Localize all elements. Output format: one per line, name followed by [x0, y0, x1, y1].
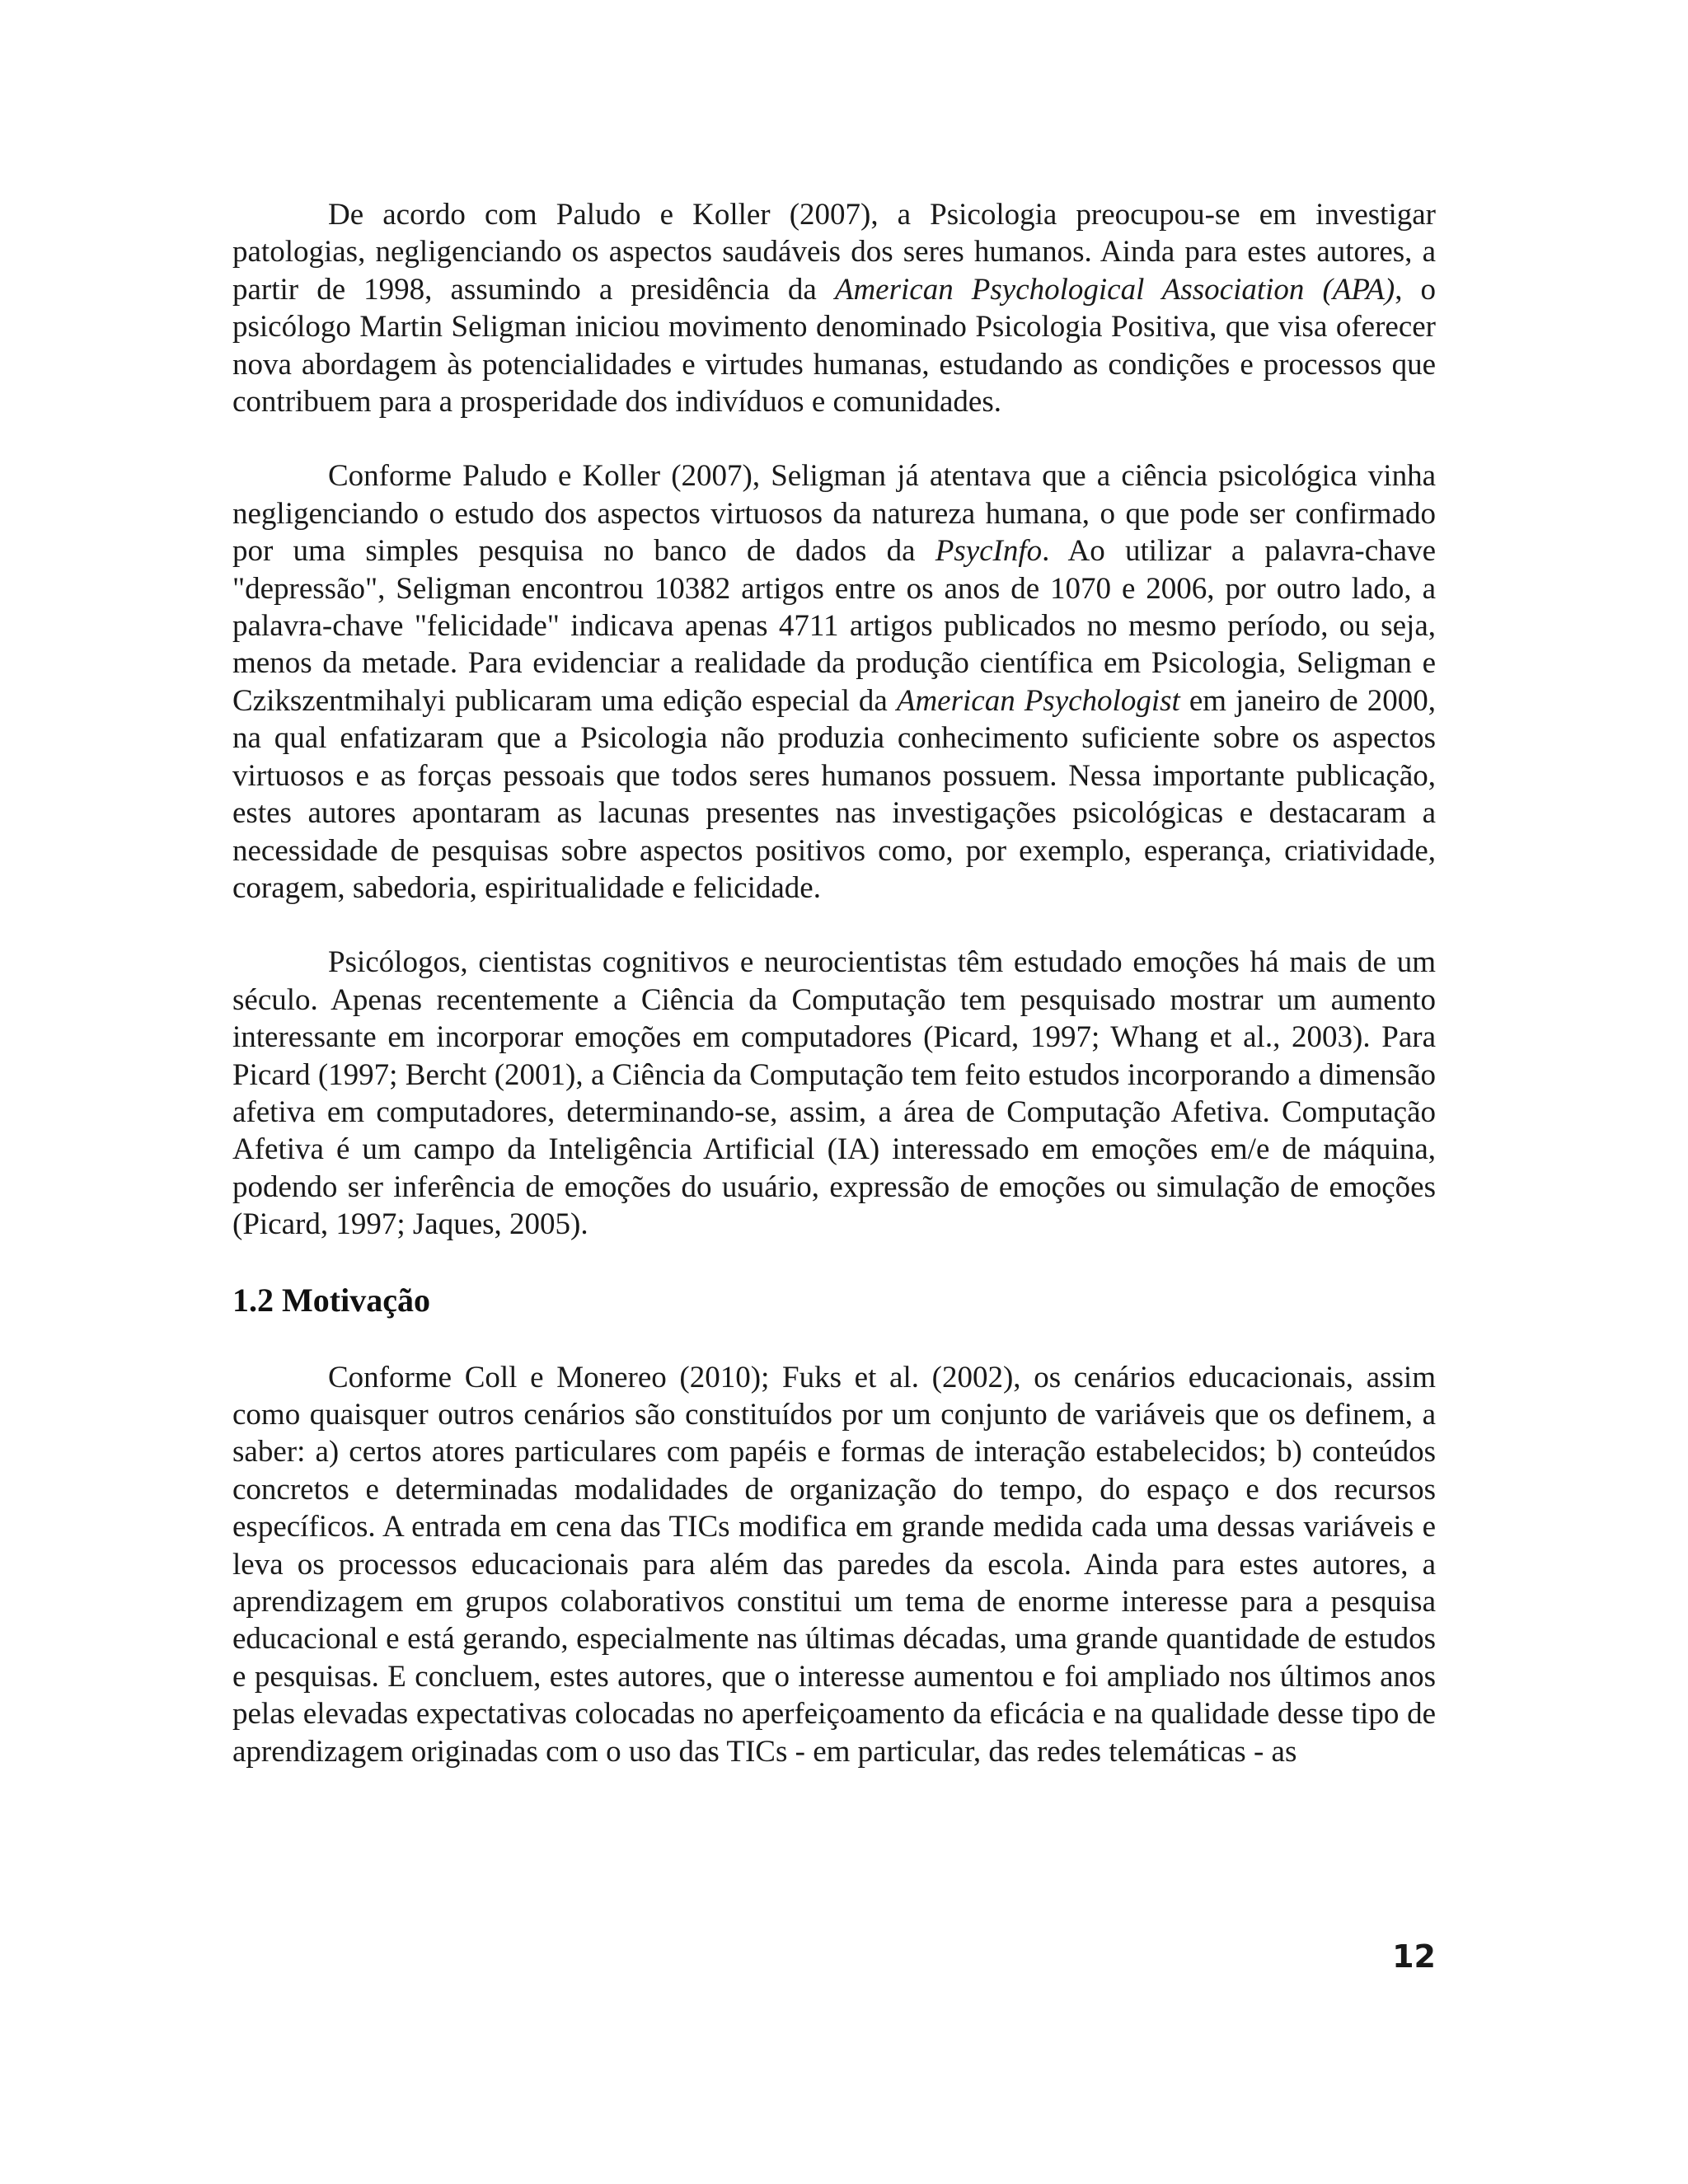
paragraph-1-italic-1: American Psychological Association (APA) [834, 272, 1395, 307]
paragraph-2-text-3: em janeiro de 2000, na qual enfatizaram que a Psicologia não produzia conhecimento suficiente sobre os aspectos virtuosos e as forças pessoais que todos seres humanos possuem. Nessa importante publicação, estes autores apontaram as lacunas presentes nas investigações psicológicas e destacaram a necessidade de pesquisas sobre aspectos positivos como, por exemplo, esperança, criatividade, coragem, sabedoria, espiritualidade e felicidade. [232, 683, 1436, 905]
paragraph-3-text: Psicólogos, cientistas cognitivos e neurocientistas têm estudado emoções há mais de um século. Apenas recentemente a Ciência da Computação tem pesquisado mostrar um aumento interessante em incorporar emoções em computadores (Picard, 1997; Whang et al., 2003). Para Picard (1997; Bercht (2001), a Ciência da Computação tem feito estudos incorporando a dimensão afetiva em computadores, determinando-se, assim, a área de Computação Afetiva. Computação Afetiva é um campo da Inteligência Artificial (IA) interessado em emoções em/e de máquina, podendo ser inferência de emoções do usuário, expressão de emoções ou simulação de emoções (Picard, 1997; Jaques, 2005). [232, 945, 1436, 1242]
paragraph-2-text-1: Conforme Paludo e Koller (2007), Seligman já atentava que a ciência psicológica vinha negligenciando o estudo dos aspectos virtuosos da natureza humana, o que pode ser confirmado por uma simples pesquisa no banco de dados da [232, 459, 1436, 569]
paragraph-1 [232, 196, 1436, 420]
paragraph-3 [232, 944, 1436, 1243]
paragraph-2-text-2: . Ao utilizar a palavra-chave "depressão", Seligman encontrou 10382 artigos entre os anos de 1070 e 2006, por outro lado, a palavra-chave "felicidade" indicava apenas 4711 artigos publicados no mesmo período, ou seja, menos da metade. Para evidenciar a realidade da produção científica em Psicologia, Seligman e Czikszentmihalyi publicaram uma edição especial da [232, 534, 1436, 718]
paragraph-1-text-1: De acordo com Paludo e Koller (2007), a Psicologia preocupou-se em investigar patologias, negligenciando os aspectos saudáveis dos seres humanos. Ainda para estes autores, a partir de 1998, assumindo a presidência da [232, 198, 1436, 307]
body-text [232, 196, 1436, 1807]
paragraph-2 [232, 457, 1436, 907]
page-number: 12 [1392, 1938, 1436, 1975]
paragraph-4 [232, 1359, 1436, 1770]
section-heading: 1.2 Motivação [232, 1281, 430, 1319]
paragraph-1-text-2: , o psicólogo Martin Seligman iniciou movimento denominado Psicologia Positiva, que visa oferecer nova abordagem às potencialidades e virtudes humanas, estudando as condições e processos que contribuem para a prosperidade dos indivíduos e comunidades. [232, 272, 1437, 419]
paragraph-2-italic-1: PsycInfo [935, 534, 1043, 569]
paragraph-4-text: Conforme Coll e Monereo (2010); Fuks et al. (2002), os cenários educacionais, assim como quaisquer outros cenários são constituídos por um conjunto de variáveis que os definem, a saber: a) certos atores particulares com papéis e formas de interação estabelecidos; b) conteúdos concretos e determinadas modalidades de organização do tempo, do espaço e dos recursos específicos. A entrada em cena das TICs modifica em grande medida cada uma dessas variáveis e leva os processos educacionais para além das paredes da escola. Ainda para estes autores, a aprendizagem em grupos colaborativos constitui um tema de enorme interesse para a pesquisa educacional e está gerando, especialmente nas últimas décadas, uma grande quantidade de estudos e pesquisas. E concluem, estes autores, que o interesse aumentou e foi ampliado nos últimos anos pelas elevadas expectativas colocadas no aperfeiçoamento da eficácia e na qualidade desse tipo de aprendizagem originadas com o uso das TICs - em particular, das redes telemáticas - as [232, 1360, 1436, 1769]
paragraph-2-italic-2: American Psychologist [896, 683, 1180, 718]
